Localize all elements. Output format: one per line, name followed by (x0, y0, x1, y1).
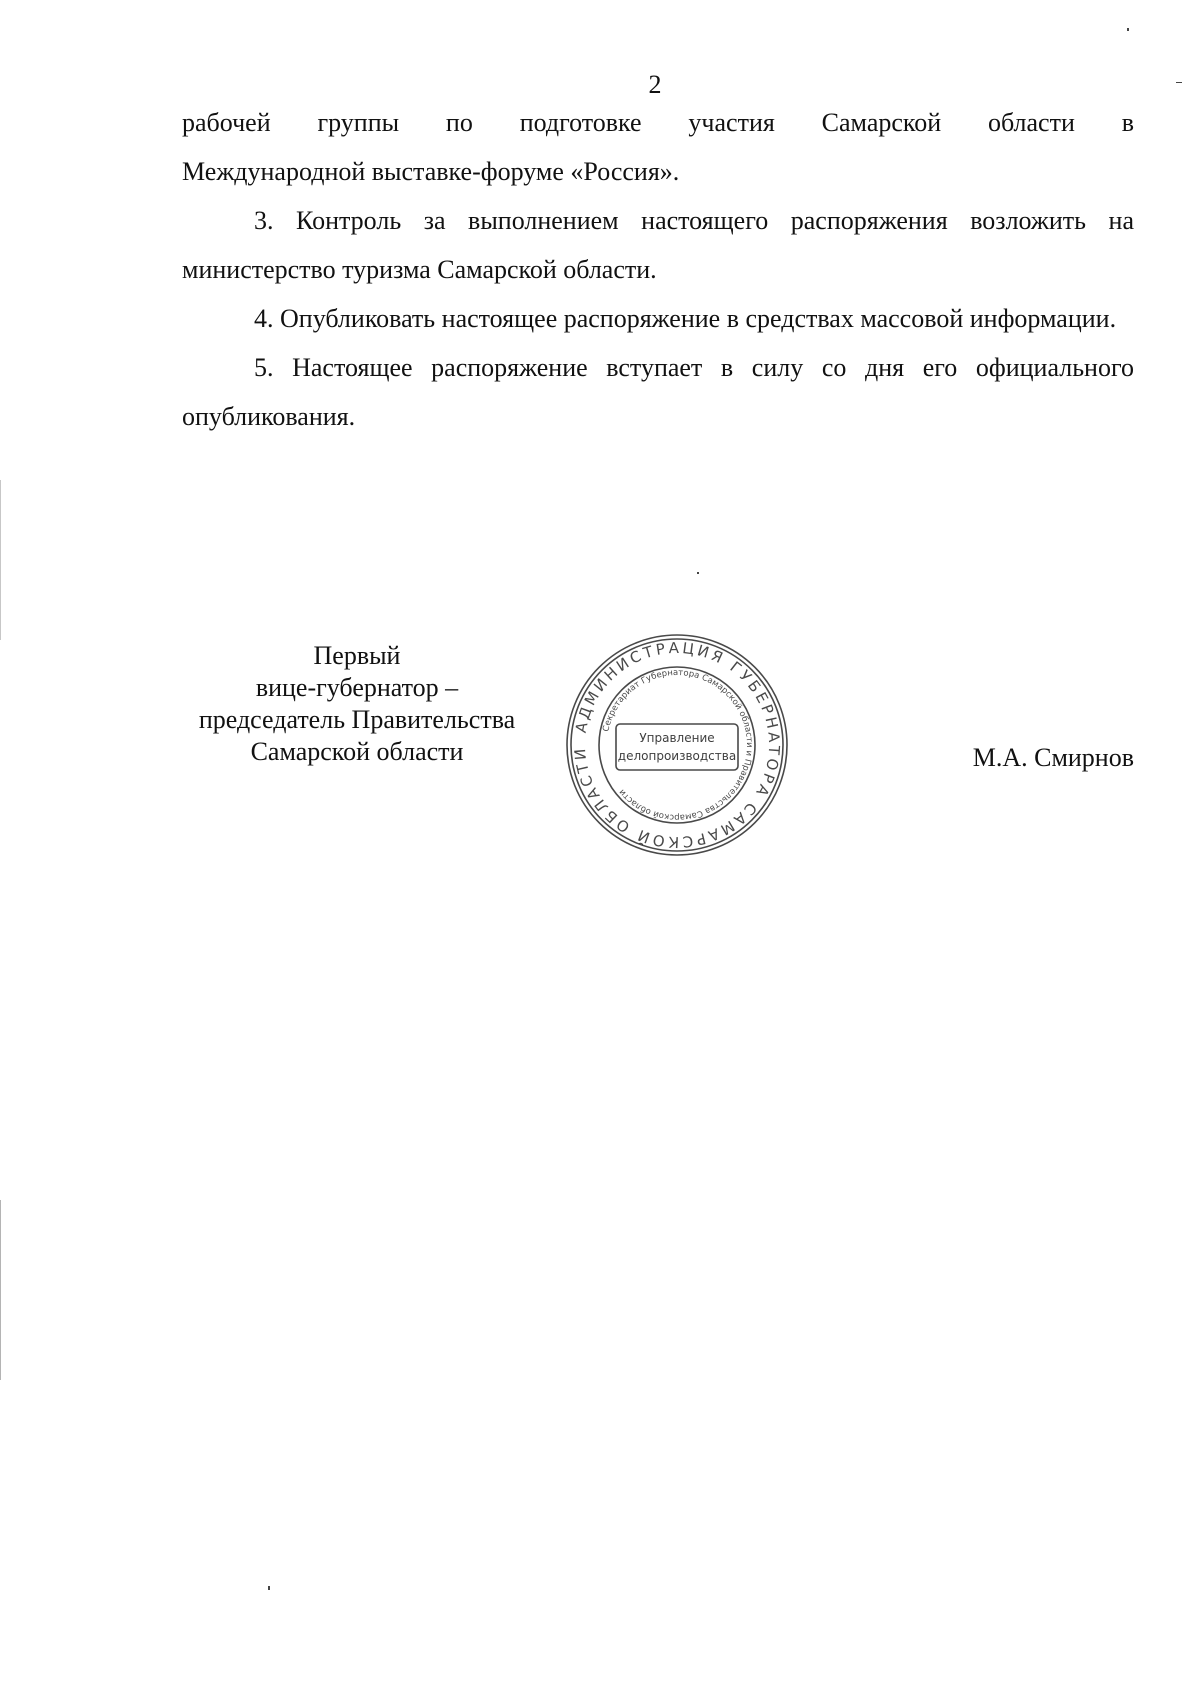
official-seal (564, 632, 790, 858)
seal-center-line: делопроизводства (617, 749, 737, 763)
paragraph-continuation: рабочей группы по подготовке участия Самарской области в (182, 108, 1134, 137)
seal-outer-text: АДМИНИСТРАЦИЯ ГУБЕРНАТОРА САМАРСКОЙ ОБЛАСТИ (570, 638, 784, 852)
scan-edge (0, 480, 1, 640)
scan-edge (0, 1200, 1, 1380)
seal-center-line: Управление (639, 731, 715, 745)
scan-speck (1127, 28, 1129, 31)
signer-title-line: Первый (313, 641, 401, 670)
page-number: 2 (648, 70, 662, 99)
signer-title (172, 640, 542, 768)
scan-speck (697, 572, 699, 574)
scan-speck (268, 1586, 270, 1590)
signer-title-line: вице-губернатор – (255, 673, 459, 702)
paragraph-5: 5. Настоящее распоряжение вступает в силу со дня его официального опубликования. (182, 353, 1134, 431)
document-body (182, 98, 1134, 441)
paragraph-4: 4. Опубликовать настоящее распоряжение в средствах массовой информации. (254, 304, 1117, 333)
signer-title-line: председатель Правительства (198, 705, 516, 734)
signer-title-line: Самарской области (250, 737, 464, 766)
paragraph-continuation-end: Международной выставке-форуме «Россия». (182, 157, 680, 186)
seal-inner-text: Секретариат Губернатора Самарской области и Правительства Самарской области (601, 667, 755, 823)
paragraph-3: 3. Контроль за выполнением настоящего распоряжения возложить на министерство туризма Самарской области. (182, 206, 1134, 284)
scan-speck (1176, 82, 1182, 83)
signer-name: М.А. Смирнов (972, 743, 1134, 772)
